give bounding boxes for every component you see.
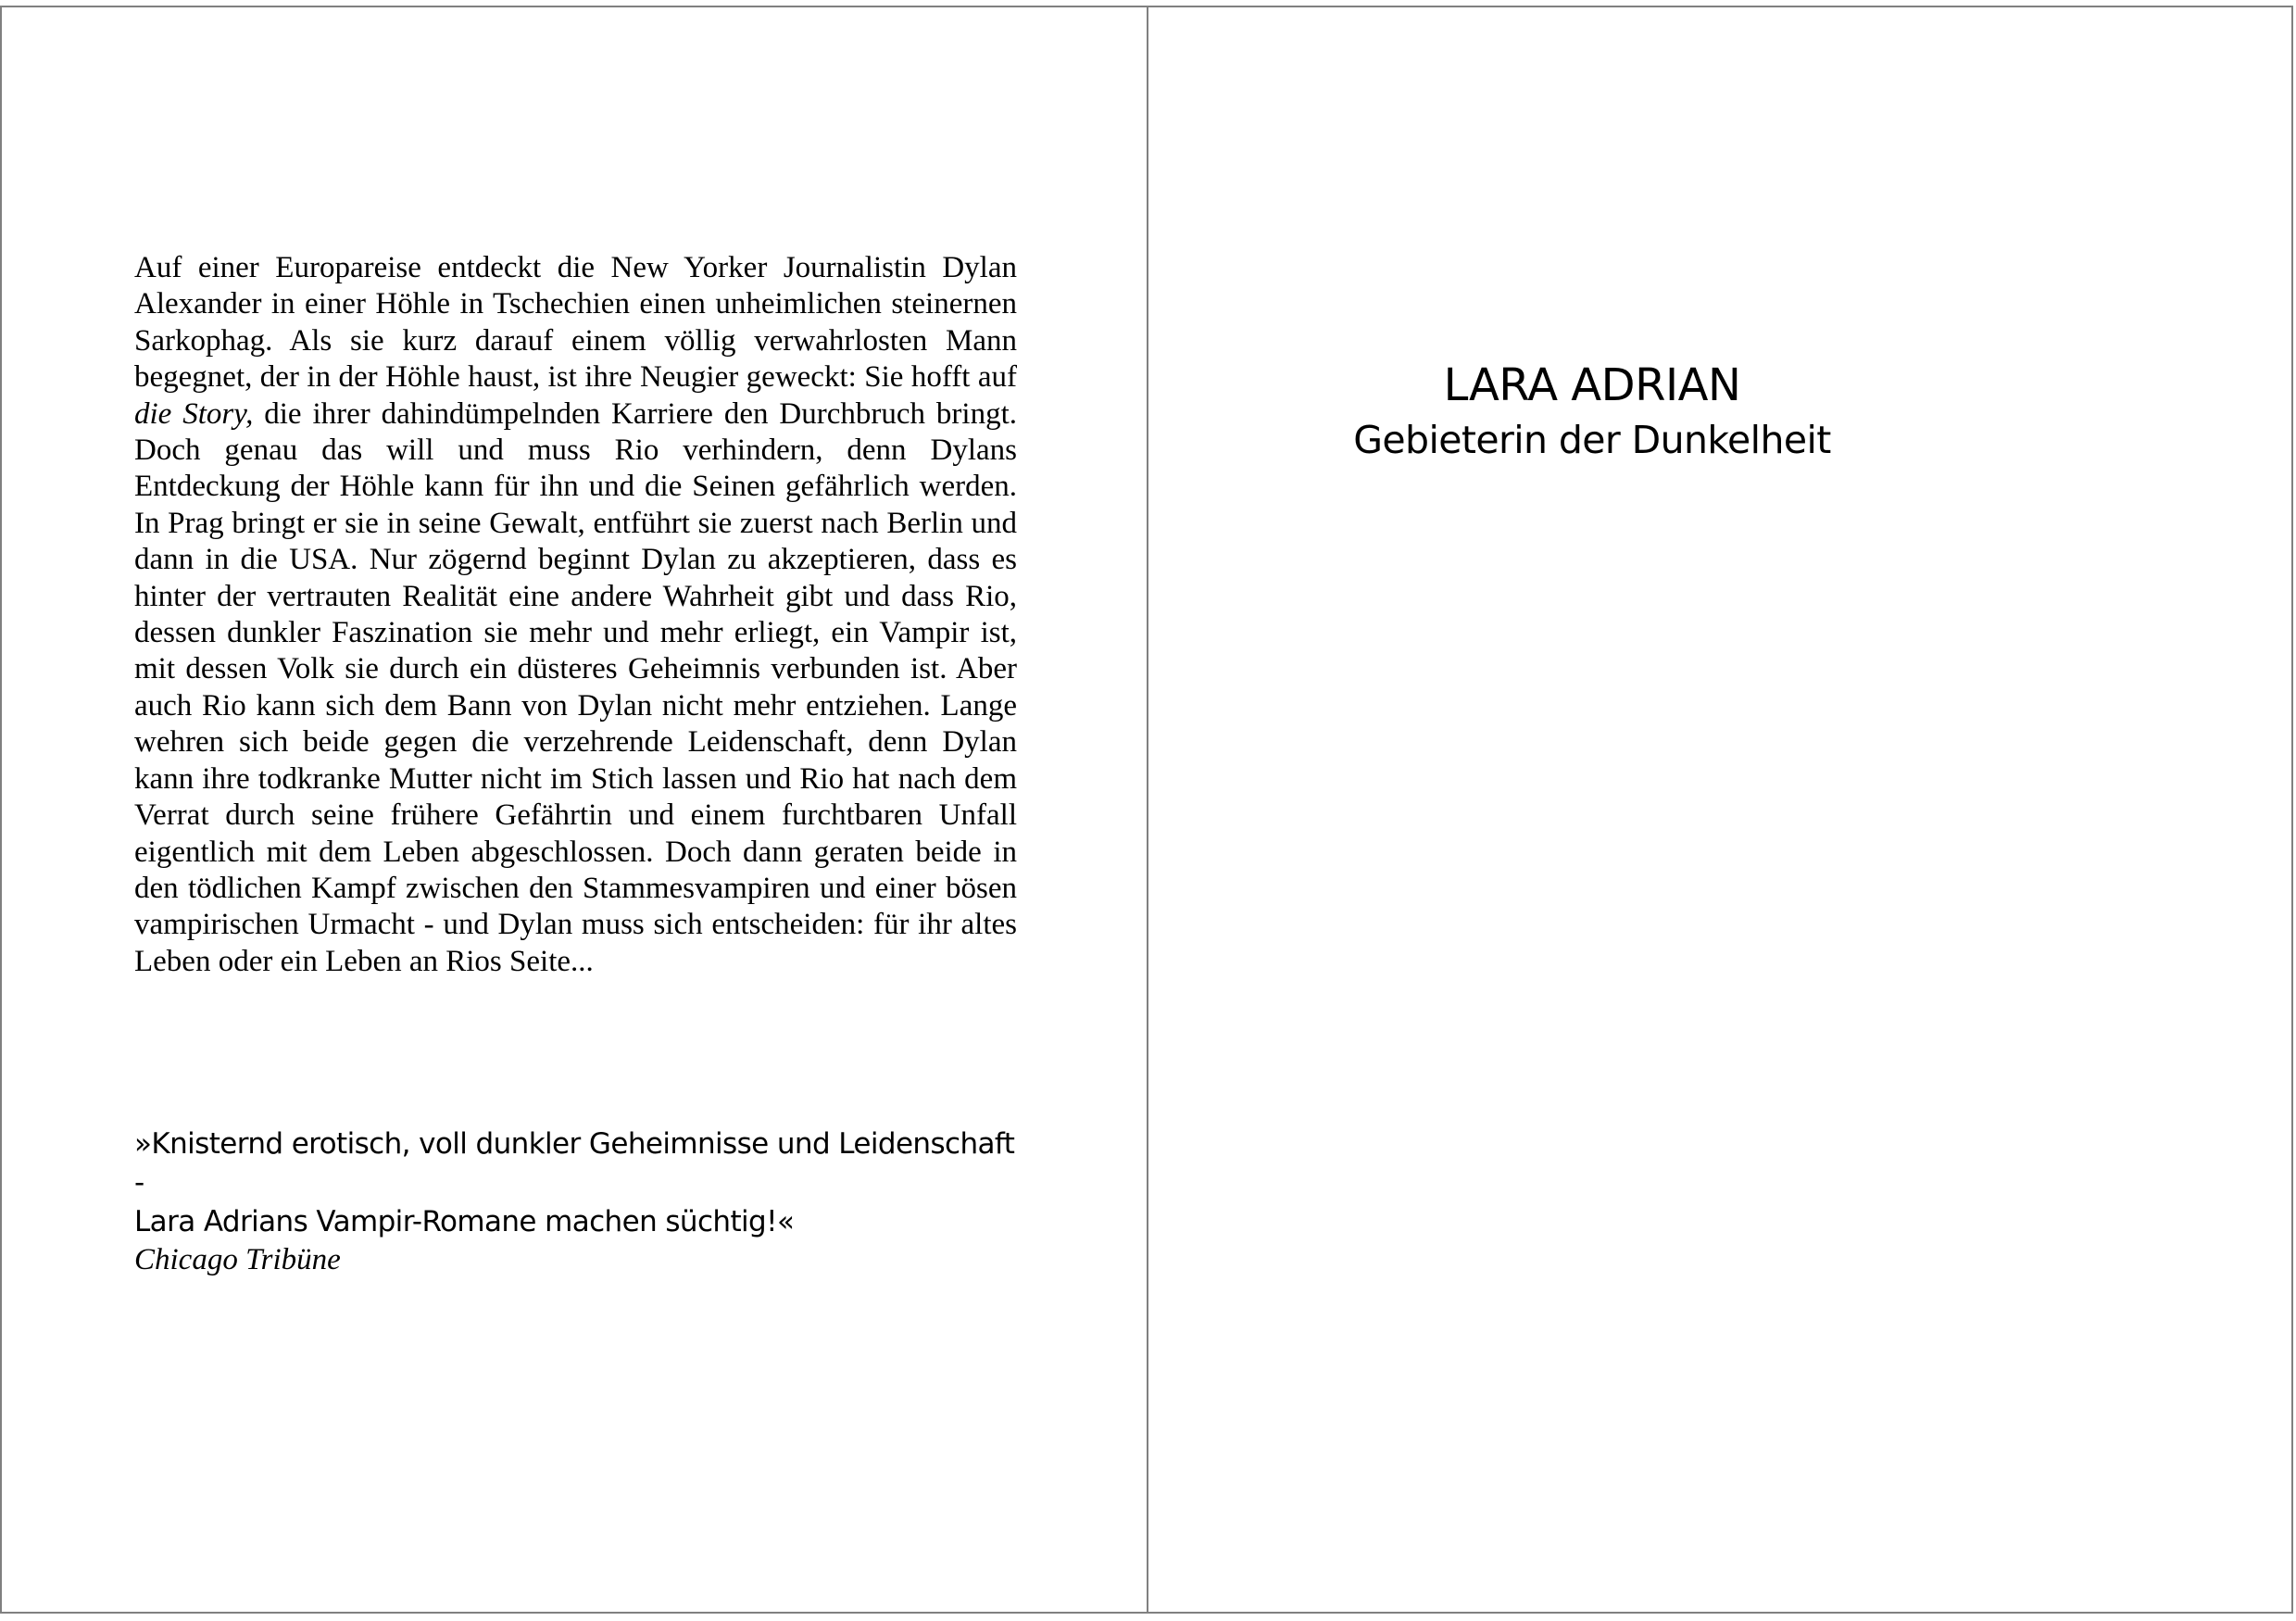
blurb-text-part2: die ihrer dahindümpelnden Karriere den Durchbruch bringt. Doch genau das will und muss Rio verhindern, denn Dylans Entdeckung der Höhle kann für ihn und die Seinen gefährlich werden. In Prag bringt er sie in seine Gewalt, entführt sie zuerst nach Berlin und dann in die USA. Nur zögernd beginnt Dylan zu akzeptieren, dass es hinter der vertrauten Realität eine andere Wahrheit gibt und dass Rio, dessen dunkler Faszination sie mehr und mehr erliegt, ein Vampir ist, mit dessen Volk sie durch ein düsteres Geheimnis verbunden ist. Aber auch Rio kann sich dem Bann von Dylan nicht mehr entziehen. Lange wehren sich beide gegen die verzehrende Leidenschaft, denn Dylan kann ihre todkranke Mutter nicht im Stich lassen und Rio hat nach dem Verrat durch seine frühere Gefährtin und einem furchtbaren Unfall eigentlich mit dem Leben abgeschlossen. Doch dann geraten beide in den tödlichen Kampf zwischen den Stammesvampiren und einer bösen vampirischen Urmacht - und Dylan muss sich entscheiden: für ihr altes Leben oder ein Leben an Rios Seite...	[134, 396, 1018, 978]
quote-line-1: »Knisternd erotisch, voll dunkler Geheimnisse und Leidenschaft -	[134, 1127, 1015, 1200]
book-title: Gebieterin der Dunkelheit	[1353, 418, 1831, 462]
quote-line-2: Lara Adrians Vampir-Romane machen süchtig!«	[134, 1205, 795, 1238]
blurb-italic-phrase: die Story,	[134, 396, 254, 431]
left-page	[0, 6, 1149, 1614]
review-quote	[134, 1125, 1023, 1278]
right-page	[1147, 6, 2293, 1614]
quote-source: Chicago Tribüne	[134, 1243, 341, 1276]
blurb-text-part1: Auf einer Europareise entdeckt die New Yorker Journalistin Dylan Alexander in einer Höhle in Tschechien einen unheimlichen steinernen Sarkophag. Als sie kurz darauf einem völlig verwahrlosten Mann begegnet, der in der Höhle haust, ist ihre Neugier geweckt: Sie hofft auf	[134, 251, 1017, 395]
title-block	[1021, 358, 2164, 467]
back-cover-blurb	[134, 250, 1017, 980]
author-name: LARA ADRIAN	[1443, 359, 1741, 411]
